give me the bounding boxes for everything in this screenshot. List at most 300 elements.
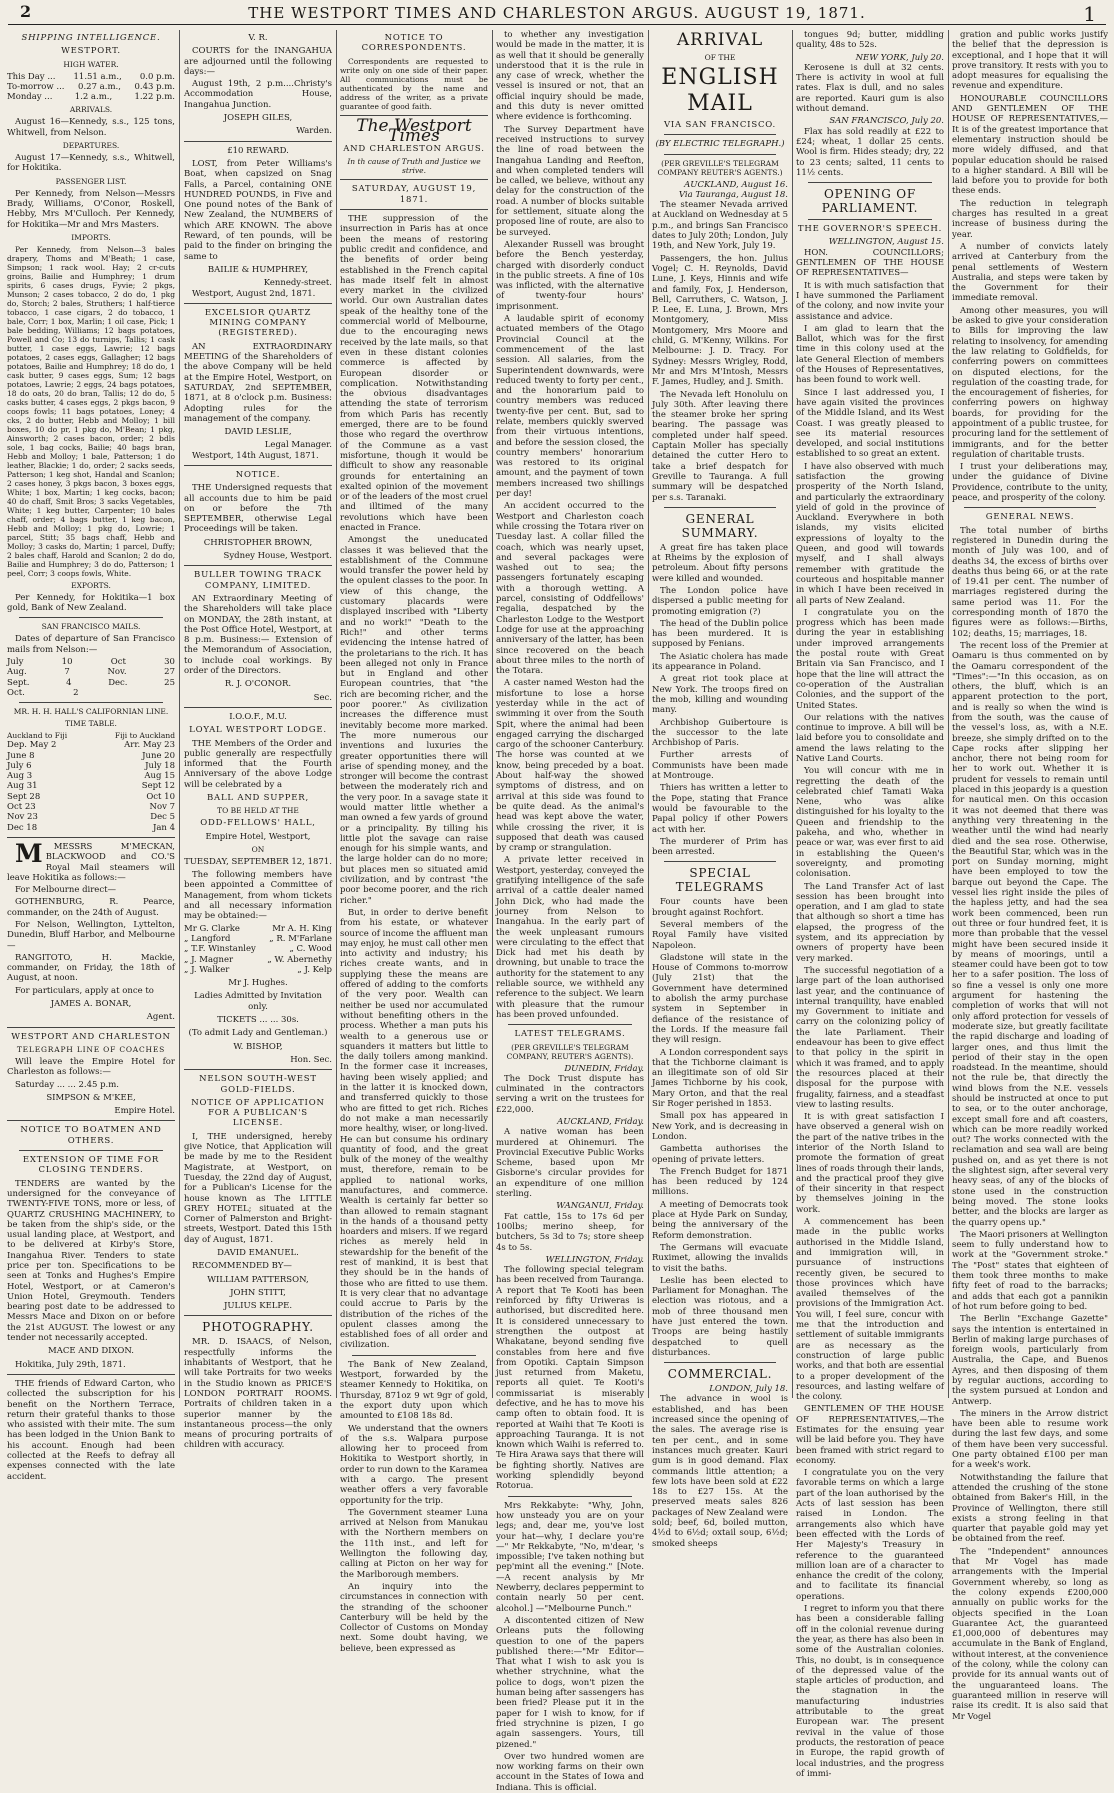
timetable-row-cell: Jan 4: [152, 822, 175, 833]
mail-row-cell: Oct: [110, 657, 126, 668]
summary-item: The London police have dispersed a public meeting for promoting emigration (?): [652, 585, 788, 617]
column-1: [7, 30, 175, 1482]
column-divider: [492, 30, 493, 1398]
summary-item: A great fire has taken place at Rheims by the explosion of petroleum. About fifty persons were killed and wounded.: [652, 542, 788, 584]
speech-paragraph: I am glad to learn that the Ballot, which was for the first time in this colony used at the late General Election of members of the Houses of Representatives, has been found to work well.: [796, 323, 944, 386]
signature: CHRISTOPHER BROWN,: [203, 537, 313, 548]
committee-row-cell: „ J. Walker: [184, 964, 230, 975]
drop-cap: M: [15, 838, 43, 868]
page-header: [0, 0, 1114, 30]
subheading: ARRIVALS.: [69, 105, 113, 115]
ad-heading: EXTENSION OF TIME FOR CLOSING TENDERS.: [22, 1155, 160, 1176]
dateline: AUCKLAND, Friday.: [557, 1116, 644, 1127]
page-number: 2: [20, 2, 32, 21]
news-paragraph: The Survey Department have received instructions to survey the line of road between the Inangahua Landing and Reefton, and when completed tenders will be called, we believe, without any delay for the construction of the road. A number of blocks suitable for settlement, situate along the proposed line of route, are also to be surveyed.: [496, 124, 644, 238]
signature: MACE AND DIXON.: [48, 1346, 134, 1357]
news-paragraph: Notwithstanding the failure that attended the crushing of the stone obtained from Baker's Hill, in the Province of Wellington, there still exists a strong feeling in that quarter that payable gold may yet be obtained from the reef.: [952, 1472, 1108, 1545]
paragraph: August 16—Kennedy, s.s., 125 tons, Whitwell, from Nelson.: [7, 117, 175, 138]
divider: [7, 1027, 175, 1028]
committee-row-cell: „ Langford: [184, 933, 231, 944]
section-heading: WESTPORT.: [61, 46, 121, 57]
news-paragraph: Alexander Russell was brought before the Bench yesterday, charged with disorderly conduct in the public streets. A fine of 10s was inflicted, with the alternative of twenty-four hours' imprisonment.: [496, 239, 644, 312]
paragraph: Fat cattle, 15s to 17s 6d per 100lbs; merino sheep, for butchers, 5s 3d to 7s; store sheep 4s to 5s.: [496, 1211, 644, 1253]
speech-paragraph: I trust your deliberations may, under the guidance of Divine Providence, contribute to the unity, peace, and prosperity of the colony.: [952, 462, 1108, 504]
timetable-row: [7, 771, 175, 781]
summary-item: The murderer of Prim has been arrested.: [652, 836, 788, 858]
governors-speech: [796, 281, 944, 1779]
signature-title: Agent.: [146, 1012, 175, 1023]
tide-row-cell: Monday ...: [7, 92, 53, 103]
divider: [508, 1024, 632, 1025]
divider: [664, 134, 776, 135]
editorial-paragraph: But, in order to derive benefit from his estate, or whatever source of income the affluent man may enjoy, he must call other men into activity and industry; his riches create wants, and in supplying these the means are offered of adding to the comforts of the very poor. Wealth can neither be used nor accumulated without benefiting others in the process. Whether a man puts his wealth to a generous use or squanders it matters but little to the daily toilers among mankind. In the former case it increases, having been wisely applied; and in the latter it is knocked down, and transferred quickly to those who are fitted to get rich. Riches do not make a man necessarily more healthy, wiser, or long-lived. He can but consume his ordinary quantity of food, and the great bulk of the money of the wealthy must, therefore, remain to be applied to national works, manufactures, and commerce. Wealth is certainly far better so than allowed to remain stagnant in the hands of a thousand petty hoarders and misers. If we regard riches as merely held in stewardship for the benefit of the rest of mankind, it is best that they should be in the hands of those who are fitted to use them. It is very clear that no advantage could accrue to Paris by the distribution of the riches of the opulent classes among the established foes of all order and civilization.: [340, 907, 488, 1351]
committee-row-cell: „ R. M'Farlane: [269, 933, 332, 944]
news-paragraph: A caster named Weston had the misfortune to lose a horse yesterday while in the act of swimming it over from the South Spit, where the animal had been engaged carrying the discharged cargo of the schooner Canterbury. The horse was counted at we know, being preceded by a boat. About half-way the showed symptoms of distress, and on arrival at this side was found to be quite dead. As the animal's head was kept above the water, while crossing the river, it is supposed that death was caused by cramp or strangulation.: [496, 678, 644, 854]
section-heading: LATEST TELEGRAMS.: [514, 1029, 626, 1040]
summary-item: Archbishop Guibertoure is the successor to the late Archbishop of Paris.: [652, 717, 788, 749]
dateline: Via Tauranga, August 18.: [678, 189, 788, 200]
event-line: TO BE HELD AT THE: [217, 806, 299, 816]
ad-heading: PHOTOGRAPHY.: [202, 1320, 314, 1335]
tide-row-cell: 11.51 a.m.,: [73, 71, 122, 82]
committee-row: [184, 955, 332, 965]
signature: W. BISHOP,: [233, 1041, 283, 1052]
divider: [808, 182, 932, 183]
timetable-row-cell: July 6: [7, 760, 32, 771]
tide-table: [7, 72, 175, 103]
signature: JOSEPH GILES,: [223, 113, 293, 124]
paragraph: The Dock Trust dispute has culminated in the contractors serving a writ on the trustees for £22,000.: [496, 1073, 644, 1115]
paragraph: The Government steamer Luna arrived at Nelson from Manukau with the Northern members on the 11th inst., and left for Wellington the following day, calling at Picton on her way for the Marlborough members.: [340, 1507, 488, 1580]
divider: [184, 303, 332, 304]
divider: [184, 141, 332, 142]
paragraph: AN Extraordinary Meeting of the Shareholders will take place on MONDAY, the 28th instant, at the Post Office Hotel, Westport, at 8 p.m. Business:— Extension of the Memorandum of Association, to include coal workings. By order of the Directors.: [184, 593, 332, 677]
ad-heading: V. R.: [248, 33, 268, 43]
summary-item: A great riot took place at New York. The troops fired on the mob, killing and wounding many.: [652, 674, 788, 716]
news-paragraph: The total number of births registered in Dunedin during the month of July was 100, and of deaths 34, the excess of births over deaths thus being 66, or at the rate of 19.41 per cent. The number of marriages registered during the same period was 11. For the corresponding month of 1870 the figures were as follows:—Births, 102; deaths, 15; marriages, 18.: [952, 525, 1108, 639]
mail-row-cell: July: [7, 657, 24, 668]
speech-paragraph: You will concur with me in regretting the death of the celebrated chief Tamati Waka Nene, who was alike distinguished for his loyalty to the Queen and friendship to the pakeha, and who, whether in peace or war, was ever first to aid in establishing the Queen's sovereignty, and promoting colonisation.: [796, 766, 944, 880]
news-paragraph: The Maori prisoners at Wellington seem to fully understand how to work at the "Government stroke." The "Post" states that eighteen of them took three months to make fifty feet of road to the barracks; and adds that each got a pannikin of hot rum before going to bed.: [952, 1229, 1108, 1312]
speech-paragraph: I have also observed with much satisfaction the growing prosperity of the North Island, and particularly the extraordinary yield of gold in the province of Auckland. Everywhere in both islands, my visits elicited expressions of loyalty to the Queen, and good will towards myself, and I shall always remember with gratitude the courteous and hospitable manner in which I have been received in all parts of New Zealand.: [796, 461, 944, 606]
paragraph: The following special telegram has been received from Tauranga. A report that Te Kooti has been reinforced by fifty Uriweras is authorised, but discredited here. It is considered unnecessary to strengthen the outpost at Whakatane, beyond sending five constables from here and five from Opotiki. Captain Simpson just returned from Maketu, reports all quiet. Te Kooti's commissariat is miserably defective, and he has to move his camp often to obtain food. It is reported at Waihi that Te Kooti is approaching Tauranga. It is not known which Waihi is referred to. Te Hira Arawa says that there will be fighting shortly. Natives are working splendidly beyond Rotorua.: [496, 1265, 644, 1492]
paragraph: August 17—Kennedy, s.s., Whitwell, for Hokitika.: [7, 153, 175, 174]
speech-paragraph: gration and public works justify the belief that the depression is exceptional, and I hope that it will prove transitory. It rests with you to adopt measures for equalising the revenue and expenditure.: [952, 30, 1108, 92]
editorial: [340, 214, 488, 1351]
paragraph: Per Kennedy, from Nelson—3 bales drapery, Thoms and M'Beath; 1 case, Simpson; 1 rack wool. Hay; 2 cr-cuts groins, Bailie and Humphrey; 1 drum spirits, 6 cases drugs, Fyvie; 2 pkgs, Munson; 2 cases tobacco, 2 do do, 1 pkg do, Storch; 2 bales, Struthers; 1 half-tierce tobacco, 1 case cigars, 2 do tobacco, 1 bale, Corr; 1 box, Marlin; 1 oil case, Pick; 1 bale bedding, Williams; 12 bags potatoes, Powell and Co; 13 do turnips, Tallis; 1 cask butter, 1 case eggs, Lawrie; 12 bags potatoes, 2 cases eggs, Gallagher; 12 bags potatoes, Bailie and Humphrey; 18 do do, 1 cask butter, 9 cases eggs, Sum; 12 bags potatoes, Lawrie; 2 eggs, 24 bags potatoes, 18 do oats, 20 do bran, Tallis; 12 do do, 5 casks butter, 4 cases eggs, 2 pkgs bacon, 9 coops fowls; 11 bags potatoes, Loney; 4 cks, 2 do butter, Hebb and Molloy; 1 bill boxes, 10 do pr, 1 pkg do, M'Bean; 1 pkg, Ainsworth; 2 cases bacon, order; 2 bdls sole, 1 bag cocks, Bailie; 40 bags bran, Hebb and Molloy; 1 bale, Patterson; 1 do leather, Blackie; 1 do, order; 2 sacks seeds, Patterson; 1 keg shot, Handal and Scanlon; 2 cases honey, 3 pkgs bacon, 3 boxes eggs, White; 1 box, Martin; 1 keg cocks, bacon; 40 do chaff, Smit Bros; 3 sacks Vegetables, White; 1 keg butter, Carpenter; 10 bales chaff, order; 4 bags butter, 1 keg bacon, Hebb and Molloy; 1 pkg do, Lowrie; 1 parcel, Stitt; 35 bags chaff, Hebb and Molloy; 3 casks do, Martin; 1 parcel, Duffy; 2 bales chaff, Harold and Scanlon; 2 do do, Bailie and Humphrey; 3 do do, Patterson; 1 peel, Corr; 3 coops fowls, White.: [7, 244, 175, 578]
dateline: SAN FRANCISCO, July 20.: [829, 116, 944, 127]
timetable-row-cell: Dec 5: [150, 812, 175, 823]
ad-heading: NELSON SOUTH-WEST GOLD-FIELDS.: [199, 1074, 317, 1095]
headline: ARRIVAL: [676, 30, 764, 50]
mails-table: [7, 657, 175, 698]
committee-row-cell: Mr G. Clarke: [184, 923, 240, 934]
speech-paragraph: HONOURABLE COUNCILLORS AND GENTLEMEN OF THE HOUSE OF REPRESENTATIVES,—It is of the greatest importance that elementary instruction should be more widely diffused, and that popular education should be raised to a higher standard. A Bill will be laid before you to provide for both these ends.: [952, 93, 1108, 197]
telegram-item: A meeting of Democrats took place at Hyde Park on Sunday, being the anniversary of the Reform demonstration.: [652, 1199, 788, 1241]
column-divider: [336, 30, 337, 1398]
committee-row: [184, 934, 332, 944]
telegram-item: The Germans will evacuate Ruximet, allowing the invalids to visit the baths.: [652, 1242, 788, 1274]
dateline: DUNEDIN, Friday.: [564, 1063, 644, 1074]
timetable-row-cell: Arr. May 23: [124, 740, 175, 751]
timetable-row: [7, 781, 175, 791]
ad-heading: I.O.O.F., M.U.: [229, 711, 287, 722]
speech-paragraph: It is with great satisfaction I have observed a general wish on the part of the native tribes in the interior of the North Island to promote the formation of great lines of roads through their lands, and the practical proof they give of their sincerity in that respect by themselves joining in the work.: [796, 1112, 944, 1215]
subheading: PASSENGER LIST.: [55, 176, 127, 186]
speech-continued: [952, 30, 1108, 503]
timetable-row-cell: Nov 7: [149, 802, 175, 813]
paragraph: I, THE undersigned, hereby give Notice, that Application will be made by me to the Resident Magistrate, at Westport, on Tuesday, the 22nd day of August, for a Publican's License for the house known as The LITTLE GREY HOTEL; situated at the Corner of Palmerston and Bright-streets, Westport. Dated this 15th day of August, 1871.: [184, 1131, 332, 1245]
telegram-item: Four counts have been brought against Rochfort.: [652, 897, 788, 918]
dateline: WELLINGTON, August 15.: [828, 237, 944, 248]
timetable-row-cell: June 20: [142, 750, 175, 761]
section-subheading: (PER GREVILLE'S TELEGRAM COMPANY, REUTER'S AGENTS).: [506, 1042, 634, 1061]
masthead-subtitle: AND CHARLESTON ARGUS.: [343, 144, 485, 155]
column-5: [652, 30, 788, 1549]
section-subheading: (PER GREVILLE'S TELEGRAM COMPANY REUTER'S AGENTS.): [657, 158, 783, 177]
paragraph: An inquiry into the circumstances in connection with the stranding of the schooner Canterbury will be held by the Collector of Customs on Monday next. Some doubt having, we believe, been expressed as: [340, 1581, 488, 1654]
mail-row: [7, 678, 175, 688]
tide-row: [7, 92, 175, 102]
news-paragraph: A laudable spirit of economy actuated members of the Otago Provincial Council at the commencement of the last session. All salaries, from the Superintendent downwards, were reduced twenty to forty per cent., and the honorarium paid to country members was reduced twenty-five per cent. But, sad to relate, members quickly swerved from their virtuous intentions, and before the session closed, the country members' honorarium was restored to its original amount, and the payment of town members increased two shillings per day!: [496, 314, 644, 500]
event-date: TUESDAY, SEPTEMBER 12, 1871.: [184, 856, 332, 867]
timetable-row-cell: Sept 12: [141, 781, 175, 792]
paragraph: tongues 9d; butter, middling quality, 48s to 52s.: [796, 30, 944, 51]
section-heading: THE GOVERNOR'S SPEECH.: [797, 224, 943, 235]
divider: [964, 507, 1096, 508]
divider: [184, 1315, 332, 1316]
timetable-row-cell: Aug 3: [7, 771, 33, 782]
paragraph: LOST, from Peter Williams's Boat, when capsized on Snag Falls, a Parcel, containing ONE HUNDRED POUNDS, in Five and One pound notes of the Bank of New Zealand, the NUMBERS of which ARE KNOWN. The above Reward, of ten pounds, will be paid to the finder on bringing the same to: [184, 158, 332, 262]
speech-paragraph: I congratulate you on the progress which has been made during the year in establishing under improved arrangements the postal route with Great Britain via San Francisco, and I hope that the line will attract the co-operation of the Australian Colonies, and the support of the United States.: [796, 607, 944, 711]
headline-small: OF THE: [704, 53, 736, 62]
divider: [664, 1362, 776, 1363]
paragraph: A native woman has been murdered at Ohinemuri. The Provincial Executive Public Works Scheme, based upon Mr Gisborne's circular provides for an expenditure of one million sterling.: [496, 1127, 644, 1200]
divider: [7, 1374, 175, 1375]
event-note: (To admit Lady and Gentleman.): [188, 1028, 328, 1039]
divider: [19, 702, 163, 703]
telegram-item: The French Budget for 1871 has been reduced by 124 millions.: [652, 1166, 788, 1198]
column-divider: [948, 30, 949, 1398]
mail-row: [7, 657, 175, 667]
header-rule: [8, 24, 1106, 25]
event-title: BALL AND SUPPER,: [207, 793, 309, 803]
paragraph: Westport, August 2nd, 1871.: [192, 288, 316, 299]
divider: [184, 1069, 332, 1070]
special-telegrams: [652, 897, 788, 1358]
tide-row-cell: 0.43 p.m.: [134, 81, 175, 92]
speech-paragraph: It is with much satisfaction that I have summoned the Parliament of the colony, and now invite your assistance and advice.: [796, 280, 944, 322]
paragraph: Will leave the Empire Hotel for Charleston as follows:—: [7, 1056, 175, 1078]
timetable-row-cell: Aug 15: [144, 771, 175, 782]
summary-item: The head of the Dublin police has been murdered. It is supposed by Fenians.: [652, 618, 788, 650]
speech-paragraph: The reduction in telegraph charges has resulted in a great increase of business during the year.: [952, 198, 1108, 240]
paragraph: MR. D. ISAACS, of Nelson, respectfully informs the inhabitants of Westport, that he will take Portraits for two weeks in the Studio known as PRICE'S LONDON PORTRAIT ROOMS. Portraits of children taken in a superior manner by the instantaneous process—the only means of procuring portraits of children with accuracy.: [184, 1337, 332, 1451]
tide-row-cell: 0.27 a.m.,: [78, 81, 121, 92]
headline-sub: VIA SAN FRANCISCO.: [663, 120, 777, 130]
committee-row: [184, 965, 332, 975]
paragraph: We understand that the owners of the s.s. Walpara purpose allowing her to proceed from Hokitika to Westport shortly, in order to run down to the Karamea with a cargo. The present weather offers a very favorable opportunity for the trip.: [340, 1423, 488, 1506]
paragraph: August 19th, 2 p.m....Christy's Accommodation House, Inangahua Junction.: [184, 79, 332, 110]
dateline: AUCKLAND, August 16.: [684, 179, 788, 190]
tide-row: [7, 82, 175, 92]
paragraph: The advance in wool is established, and has been increased since the opening of the sales. The average rise is ten per cent., and in some instances much greater. Kauri gum is in good demand. Flax commands little attention; a few lots have been sold at £22 18s to £27 15s. At the preserved meats sales 826 packages of New Zealand were sold; beef, 6d, boiled mutton, 4½d to 6½d; oxtail soup, 6½d; smoked sheeps: [652, 1394, 788, 1549]
divider: [340, 209, 488, 210]
paragraph: HON. COUNCILLORS; GENTLEMEN OF THE HOUSE OF REPRESENTATIVES—: [796, 247, 944, 279]
paragraph: RECOMMENDED BY—: [192, 1261, 292, 1272]
general-summary: [652, 543, 788, 858]
news-paragraph: The recent loss of the Premier at Oamaru is thus commented on by the Oamaru correspondent of the "Times":—"In this occasion, as on others, the bluff, which is an apparent protection to the port, and is really so when the wind is from the south, was the cause of the vessel's loss, as, with a N.E. breeze, she simply drifted on to the Cape rocks after slipping her anchor, there not being room for her to work out. Whether it is prudent for vessels to remain until placed in this jeopardy is a question for nautical men. On this occasion it was not deemed that there was anything very threatening in the weather until the wind had nearly died and the sea rose. Otherwise, the Beautiful Star, which was in the port on Sunday morning, might have been employed to tow the barque out beyond the Cape. The vessel lies right inside the piles of the hapless jetty, and had the sea work been commenced, been run out three or four hundred feet, it is more than probable that the vessel might have been secured inside it by means of moorings, until a steamer could have been got to tow her to a safer position. The loss of so fine a vessel is only one more argument for hastening the completion of works that will not only afford protection for vessels of moderate size, but greatly facilitate the rapid discharge and loading of larger ones, and thus limit the period of their stay in the open roadstead. In the meantime, should not the rule be, that directly the wind blows from the N.E. vessels should be instructed at once to put to sea, or to the outer anchorage, except small fore and aft coasters, which can be more readily worked out? The works connected with the reclamation and sea wall are being pushed on, and as yet there is not the slightest sign, after several very heavy seas, of any of the blocks of stone used in the construction being moved. The stone looks better, and the blocks are larger as the quarry opens up.": [952, 640, 1108, 1228]
divider: [664, 154, 776, 155]
mail-row-cell: Aug.: [7, 667, 27, 678]
paragraph: For particulars, apply at once to: [15, 985, 154, 996]
editorial-paragraph: THE suppression of the insurrection in Paris has at once been the means of restoring public credit and confidence, and the benefits of order being established in the French capital has made itself felt in almost every market in the civilized world. Our own Australian dates speak of the healthy tone of the commercial world of Melbourne, due to the encouraging news received by the late mails, so that even in these distant colonies commerce is affected by European disorder or complication. Notwithstanding the obvious disadvantages attending the state of terrorism from which Paris has recently emerged, there are to be found those who regard the overthrow of the Commune as a vast misfortune, though it would be difficult to show any reasonable grounds for entertaining an exalted opinion of the movement or of the leaders of the most cruel and illtimed of the many revolutions which have been enacted in France.: [340, 214, 488, 533]
committee-row-cell: Mr A. H. King: [272, 923, 332, 934]
timetable-header: [7, 731, 175, 740]
speech-paragraph: Since I last addressed you, I have again visited the provinces of the Middle Island, and its West Coast. I was greatly pleased to see its material resources developed, and social institutions established to so great an extent.: [796, 387, 944, 460]
speech-paragraph: A commencement has been made in the public works authorised in the Middle Island, and immigration will, in pursuance of instructions recently given, be secured to those provinces which have availed themselves of the provisions of the Immigration Act. You will, I feel sure, concur with me that the introduction and settlement of suitable immigrants are as necessary as the construction of large public works, and that both are essential to a proper development of the resources, and lasting welfare of the colony.: [796, 1217, 944, 1403]
committee-list: [184, 924, 332, 975]
news-paragraph: An accident occurred to the Westport and Charleston coach while crossing the Totara river on Tuesday last. A collar filled the coach, which was nearly upset, and several packages were washed out to sea; the passengers fortunately escaping with a thorough wetting. A parcel, consisting of Oddfellows' regalia, despatched by the Charleston Lodge to the Westport Lodge for use at the approaching anniversary of the latter, has been since recovered on the beach about three miles to the north of the Totara.: [496, 501, 644, 677]
divider: [664, 861, 776, 862]
paragraph: A discontented citizen of New Orleans puts the following question to one of the papers published there:—"Mr Editor—That what I wish to ask you is whether strychnine, what the police to dogs, won't pizen the human being after sassengers has been fried? Please put it in the paper for I wish to know, for if fried strychnine is pizen, I go again sassengers. Yours, till pizened.": [496, 1615, 644, 1750]
divider: [184, 707, 332, 708]
paragraph: The steamer Nevada arrived at Auckland on Wednesday at 5 p.m., and brings San Francisco dates to July 20th; London, July 19th, and New York, July 19.: [652, 200, 788, 252]
speech-paragraph: Our relations with the natives continue to improve. A bill will be laid before you to consolidate and amend the laws relating to the Native Land Courts.: [796, 712, 944, 764]
timetable-row: [7, 751, 175, 761]
mail-row-cell: 4: [66, 677, 72, 688]
mail-row-cell: 10: [61, 657, 73, 668]
subheading: TIME TABLE.: [65, 719, 117, 729]
signature-title: Sydney House, Westport.: [223, 551, 332, 562]
dateline: WELLINGTON, Friday.: [545, 1254, 644, 1265]
telegram-item: Gambetta authorises the opening of private letters.: [652, 1144, 788, 1165]
signature: R. J. O'CONOR.: [224, 679, 292, 690]
subheading: HIGH WATER.: [63, 59, 119, 69]
column-4: [496, 30, 644, 1793]
news-paragraph: to whether any investigation would be made in the matter, it is as well that it should be generally understood that it is the rule in any case of wreck, whether the vessel is insured or not, that an official inquiry should be made, and this duty is never omitted where evidence is forthcoming.: [496, 30, 644, 123]
timetable: [7, 740, 175, 833]
tide-row-cell: 1.22 p.m.: [134, 92, 175, 103]
ad-paragraph: [7, 838, 175, 883]
news-paragraph: The miners in the Arrow district have been able to resume work during the last few days, and some of them have been very successful. One party obtained £100 per man for a week's work.: [952, 1408, 1108, 1471]
paragraph: The Nevada left Honolulu on July 30th. After leaving there the steamer broke her spring bearing. The passage was completed under half speed. Captain Moller has specially detained the cutter Hero to take a brief despatch for Greville to Tauranga. A full summary will be despatched per s.s. Taranaki.: [652, 389, 788, 503]
subheading: DEPARTURES.: [62, 141, 120, 151]
mail-row-cell: 25: [164, 677, 175, 688]
signature-title: Warden.: [296, 126, 332, 137]
signature-title: Kennedy-street.: [263, 278, 332, 289]
signature-title: Empire Hotel.: [114, 1106, 175, 1117]
dateline: LONDON, July 18.: [709, 1384, 788, 1395]
timetable-row: [7, 802, 175, 812]
tide-row-cell: To-morrow ...: [7, 81, 65, 92]
divider: [340, 179, 488, 180]
summary-item: The Asiatic cholera has made its appearance in Poland.: [652, 651, 788, 673]
column-3: [340, 30, 488, 1654]
dateline: WANGANUI, Friday.: [556, 1201, 644, 1212]
news-paragraph: A private letter received in Westport, yesterday, conveyed the gratifying intelligence of the safe arrival of a cattle dealer named John Dick, who had made the journey from Nelson to Inangahua. In the early part of the week unpleasant rumours were circulating to the effect that Dick had met his death by drowning, but unable to trace the authority for the statement to any reliable source, we withheld any reference to the subject. We learn with pleasure that the rumour has been proved unfounded.: [496, 855, 644, 1020]
mail-row-cell: Sept.: [7, 677, 30, 688]
subheading: MR. H. H. HALL'S CALIFORNIAN LINE.: [13, 707, 169, 717]
timetable-row-cell: July 18: [145, 760, 175, 771]
speech-paragraph: I regret to inform you that there has been a considerable falling off in the colonial revenue during the year, as there has also been in some of the Australian colonies. This, no doubt, is in consequence of the depressed value of the staple articles of production, and the stagnation in the manufacturing industries attributable to the great European war. The present revival in the value of those products, the restoration of peace in Europe, the rapid growth of local industries, and the progress of immi-: [796, 1604, 944, 1779]
mail-row-cell: Oct.: [7, 687, 25, 698]
recommenders: [184, 1275, 332, 1312]
signature: SIMPSON & M'KEE,: [46, 1092, 136, 1103]
paragraph: AN EXTRAORDINARY MEETING of the Shareholders of the above Company will be held at the Empire Hotel, Westport, on SATURDAY, 2nd SEPTEMBER, 1871, at 8 o'clock p.m. Business: Adopting rules for the management of the company.: [184, 341, 332, 424]
signature-title: Sec.: [313, 692, 332, 703]
telegram-item: A London correspondent says that the Tichborne claimant is an illegitimate son of old Sir James Tichborne by his cook, Mary Orton, and that the real Sir Roger perished in 1853.: [652, 1047, 788, 1110]
recommender: JOHN STITT,: [230, 1287, 286, 1298]
committee-member: Mr J. Hughes.: [228, 978, 288, 989]
ad-heading: NOTICE.: [235, 469, 281, 480]
divider: [664, 507, 776, 508]
headline-large: ENGLISH MAIL: [661, 65, 779, 116]
signature-title: Hon. Sec.: [290, 1054, 332, 1065]
divider: [19, 617, 163, 618]
event-note: Ladies Admitted by Invitation only.: [194, 991, 322, 1012]
subheading: IMPORTS.: [71, 232, 111, 242]
ad-heading: LOYAL WESTPORT LODGE.: [189, 725, 327, 736]
column-divider: [179, 30, 180, 1398]
column-divider: [648, 30, 649, 1398]
ad-heading: WESTPORT AND CHARLESTON: [11, 1031, 171, 1042]
column-2: [184, 30, 332, 1451]
paragraph: Dates of departure of San Francisco mails from Nelson:—: [7, 634, 175, 655]
paragraph: TENDERS are wanted by the undersigned for the conveyance of TWENTY-FIVE TONS, more or less, of QUARTZ CRUSHING MACHINERY, to be taken from the ship's side, or the usual landing place, at Westport, and to be delivered at Kirby's Store, Inangahua River. Tenders to state price per ton. Specifications to be seen at Tonks and Hughes's Empire Hotel, Westport, or at Cameron's Union Hotel, Greymouth. Tenders bearing post date to be addressed to Messrs Mace and Dixon on or before the 21st AUGUST. The lowest or any tender not necessarily accepted.: [7, 1178, 175, 1344]
subheading: SAN FRANCISCO MAILS.: [41, 622, 141, 632]
paragraph: GOTHENBURG, R. Pearce, commander, on the 24th of August.: [7, 897, 175, 918]
event-price: TICKETS ... ... 30s.: [217, 1015, 299, 1026]
issue-date: SATURDAY, AUGUST 19, 1871.: [351, 184, 477, 205]
divider: [7, 1120, 175, 1121]
tide-row-cell: This Day ...: [7, 71, 56, 82]
paragraph: Saturday ... ... 2.45 p.m.: [15, 1079, 120, 1090]
committee-row-cell: „ J. Magner: [184, 954, 234, 965]
event-venue: ODD-FELLOWS' HALL,: [200, 818, 316, 829]
timetable-row-cell: Oct 10: [146, 791, 175, 802]
paragraph: Flax has sold readily at £22 to £24; wheat, 1 dollar 25 cents. Wool is firm. Hides steady; dry, 22 to 23 cents; salted, 11 cents to 11½ cents.: [796, 126, 944, 178]
subheading: EXPORTS.: [71, 580, 111, 590]
paragraph: Kerosene is dull at 32 cents. There is activity in wool at full rates. Flax is dull, and no sales are reported. Kauri gum is also without demand.: [796, 62, 944, 115]
paragraph: The following members have been appointed a Committee of Management, from whom tickets and all necessary information may be obtained:—: [184, 870, 332, 922]
mail-row-cell: Dec.: [108, 677, 128, 688]
paragraph: Per Kennedy, for Hokitika—1 box gold, Bank of New Zealand.: [7, 592, 175, 614]
speech-paragraph: The successful negotiation of a large part of the loan authorised last year, and the continuance of internal tranquility, have enabled my Government to initiate and carry on the colonizing policy of the late Parliament. Their endeavour has been to give effect to that policy in the spirit in which it was framed, and to apply the resources placed at their disposal for the purpose with frugality, fairness, and a steadfast view to lasting results.: [796, 965, 944, 1110]
ad-heading: NOTICE TO BOATMEN AND OTHERS.: [20, 1125, 162, 1146]
general-news: [952, 526, 1108, 1722]
divider: [184, 565, 332, 566]
mail-row-cell: 30: [164, 657, 175, 668]
divider: [184, 465, 332, 466]
section-heading: SHIPPING INTELLIGENCE.: [21, 33, 161, 43]
mail-row-cell: 27: [164, 667, 175, 678]
section-heading: GENERAL NEWS.: [985, 512, 1075, 523]
committee-row-cell: „ W. Abernethy: [267, 954, 332, 965]
speech-paragraph: GENTLEMEN OF THE HOUSE OF REPRESENTATIVES,—The Estimates for the ensuing year will be laid before you. They have been framed with strict regard to economy.: [796, 1404, 944, 1466]
newspaper-title: THE WESTPORT TIMES AND CHARLESTON ARGUS. AUGUST 19, 1871.: [248, 4, 866, 22]
ad-heading: NOTICE OF APPLICATION FOR A PUBLICAN'S LICENSE.: [191, 1097, 325, 1129]
signature: JAMES A. BONAR,: [50, 999, 132, 1010]
column-divider: [792, 30, 793, 1398]
paragraph: THE Members of the Order and public generally are respectfully informed that the Fourth Anniversary of the above Lodge will be celebrated by a: [184, 738, 332, 790]
signature-title: Legal Manager.: [264, 440, 332, 451]
paragraph: Correspondents are requested to write only on one side of their paper. All communications must be authenticated by the name and address of the writer, as a private guarantee of good faith.: [340, 56, 488, 111]
divider: [808, 219, 932, 220]
ad-heading: £10 REWARD.: [227, 145, 289, 156]
divider: [7, 837, 175, 838]
timetable-row: [7, 792, 175, 802]
telegram-item: Small pox has appeared in New York, and is decreasing in London.: [652, 1111, 788, 1142]
committee-row-cell: „ J. Kelp: [297, 964, 332, 975]
paragraph: COURTS for the INANGAHUA are adjourned until the following days:—: [184, 46, 332, 77]
paragraph: THE Undersigned requests that all accounts due to him be paid on or before the 7th SEPTEMBER, otherwise Legal Proceedings will be taken.: [184, 483, 332, 535]
paragraph: Passengers, the hon. Julius Vogel; C. H. Reynolds, David Lune, J. Keys, Hinnis and wife and family, Fox, J. Henderson, Bell, Carruthers, C. Watson, J. P. Lee, E. Luna, J. Brown, Mrs Montgomery, Miss Montgomery, Mrs Moore and child, G. M'Kenny, Wilkins. For Melbourne: J. D. Tracy. For Sydney: Messrs Wrigley, Rodd, Mr and Mrs M'Intosh, Messrs F. James, Hudley, and J. Smith.: [652, 253, 788, 388]
column-6: [796, 30, 944, 1779]
mail-row-cell: 7: [64, 667, 70, 678]
timetable-row-cell: Dep. May 2: [7, 740, 57, 751]
editorial-paragraph: Amongst the uneducated classes it was believed that the establishment of the Commune would transfer the power held by the opulent classes to the poor. In view of this change, the customary placards were displayed inscribed with "Liberty and no work!" "Death to the Rich!" and other terms evidencing the intense hatred of the proletarians to the rich. It has been alleged not only in France but in England and other European countries, that "the rich are becoming richer, and the poor poorer." As civilization increases the difference must inevitably become more marked. The more numerous our inventions and luxuries the greater opportunities there will arise of spending money, and the stronger will become the contrast between the moderately rich and the very poor. In a savage state it would matter little whether a man owned a few yards of ground or a principality. By tilling his little plot the savage can raise enough for his simple wants, and the large holder can do no more; but places men so situated amid civilization, and by contrast "the poor become poorer, and the rich richer.": [340, 535, 488, 906]
committee-row-cell: „ T.F. Winstanley: [184, 944, 256, 955]
paragraph: Hokitika, July 29th, 1871.: [15, 1359, 126, 1370]
signature: DAVID EMANUEL.: [217, 1247, 299, 1258]
timetable-row-cell: Oct 23: [7, 802, 36, 813]
divider: [19, 1150, 163, 1151]
dateline: NEW YORK, July 20.: [855, 52, 944, 63]
timetable-row: [7, 740, 175, 750]
section-heading: NOTICE TO CORRESPONDENTS.: [361, 33, 467, 54]
paragraph: For Nelson, Wellington, Lyttelton, Dunedin, Bluff Harbor, and Melbourne—: [7, 919, 175, 951]
paragraph: Over two hundred women are now working farms on their own account in the States of Iowa and Indiana. This is official.: [496, 1751, 644, 1793]
mail-row-cell: 2: [73, 687, 79, 698]
timetable-row-cell: Dec 18: [7, 822, 38, 833]
paragraph: Mrs Rekkabyte: "Why, John, how unsteady you are on your legs; and, dear me, you've lost your hat—why, I declare you're —" Mr Rekkabyte, "No, m'dear, 's impossible; I've taken nothing but pep'mint all the evening." [Note.—A recent analysis by Mr Newberry, declares peppermint to contain nearly 50 per cent. alcohol.] —"Melbourne Punch.": [496, 1500, 644, 1614]
masthead-motto: In th cause of Truth and Justice we strive.: [347, 157, 481, 176]
recommender: JULIUS KELPE.: [223, 1301, 293, 1312]
section-heading: GENERAL SUMMARY.: [681, 511, 759, 540]
speech-paragraph: I congratulate you on the very favorable terms on which a large part of the loan authorised by the Acts of last session has been raised in London. The arrangements also which have been effected with the Lords of Her Majesty's Treasury in reference to the guaranteed million loan are of a character to enhance the credit of the colony, and to facilitate its financial operations.: [796, 1468, 944, 1602]
paragraph: Westport, 14th August, 1871.: [192, 450, 319, 461]
timetable-row-cell: Nov 23: [7, 812, 38, 823]
speech-paragraph: The Land Transfer Act of last session has been brought into operation, and I am glad to state that although so short a time has elapsed, the progress of the system, and its appreciation by owners of property have been very marked.: [796, 881, 944, 964]
news-paragraph: The "Independent" announces that Mr Vogel has made arrangements with the Imperial Government whereby, so long as the colony expends £200,000 annually on public works for the objects specified in the Loan Guarantee Act, the guaranteed £1,000,000 of debentures may accumulate in the Bank of England, without interest, at the convenience of the colony, while the colony can provide for its annual wants out of the unguaranteed loans. The guaranteed million in reserve will raise its credit. It is also said that Mr Vogel: [952, 1546, 1108, 1722]
committee-row: [184, 944, 332, 954]
paragraph: THE friends of Edward Carton, who collected the subscription for his benefit on the Northern Terrace, return their grateful thanks to those who assisted with their mite. The sum has been lodged in the Union Bank to his account. Enough had been collected at the Reefs to defray all expenses connected with the late accident.: [7, 1378, 175, 1482]
paragraph: The Bank of New Zealand, Westport, forwarded by the steamer Kennedy to Hokitika, on Thursday, 871oz 9 wt 9gr of gold, the export duty upon which amounted to £108 18s 8d.: [340, 1359, 488, 1422]
speech-paragraph: Among other measures, you will be asked to give your consideration to Bills for improving the law relating to insolvency, for amending the law relating to Goldfields, for conferring powers on committees on disputed elections, for the regulation of the coasting trade, for the encouragement of fisheries, for conferring powers on highway boards, for providing for the appointment of a public trustee, for procuring land for the settlement of immigrants, and for the better regulation of charitable trusts.: [952, 305, 1108, 460]
timetable-row: [7, 823, 175, 833]
tide-row: [7, 72, 175, 82]
divider: [352, 1355, 476, 1356]
section-heading: OPENING OF PARLIAMENT.: [821, 187, 919, 216]
paragraph: For Melbourne direct—: [15, 885, 116, 896]
signature: DAVID LESLIE,: [224, 427, 292, 438]
mail-row: [7, 667, 175, 677]
committee-row-cell: „ C. Wood: [289, 944, 332, 955]
headline-sub: (BY ELECTRIC TELEGRAPH.): [655, 139, 785, 150]
speech-paragraph: A number of convicts lately arrived at Canterbury from the penal settlements of Western Australia, and steps were taken by the Government for their immediate removal.: [952, 241, 1108, 304]
event-line: Empire Hotel, Westport,: [205, 831, 311, 842]
page-mark: 1: [1083, 2, 1096, 26]
section-heading: SPECIAL TELEGRAMS: [675, 866, 765, 895]
ad-heading: TELEGRAPH LINE OF COACHES: [16, 1044, 166, 1054]
paragraph: RANGITOTO, H. Mackie, commander, on Friday, the 18th of August, at noon.: [7, 952, 175, 984]
timetable-row-cell: June 8: [7, 750, 35, 761]
masthead: The Westport Times: [356, 115, 472, 146]
section-heading: COMMERCIAL.: [667, 1367, 773, 1382]
tide-row-cell: 0.0 p.m.: [139, 71, 175, 82]
telegram-item: Several members of the Royal Family have visited Napoleon.: [652, 920, 788, 951]
